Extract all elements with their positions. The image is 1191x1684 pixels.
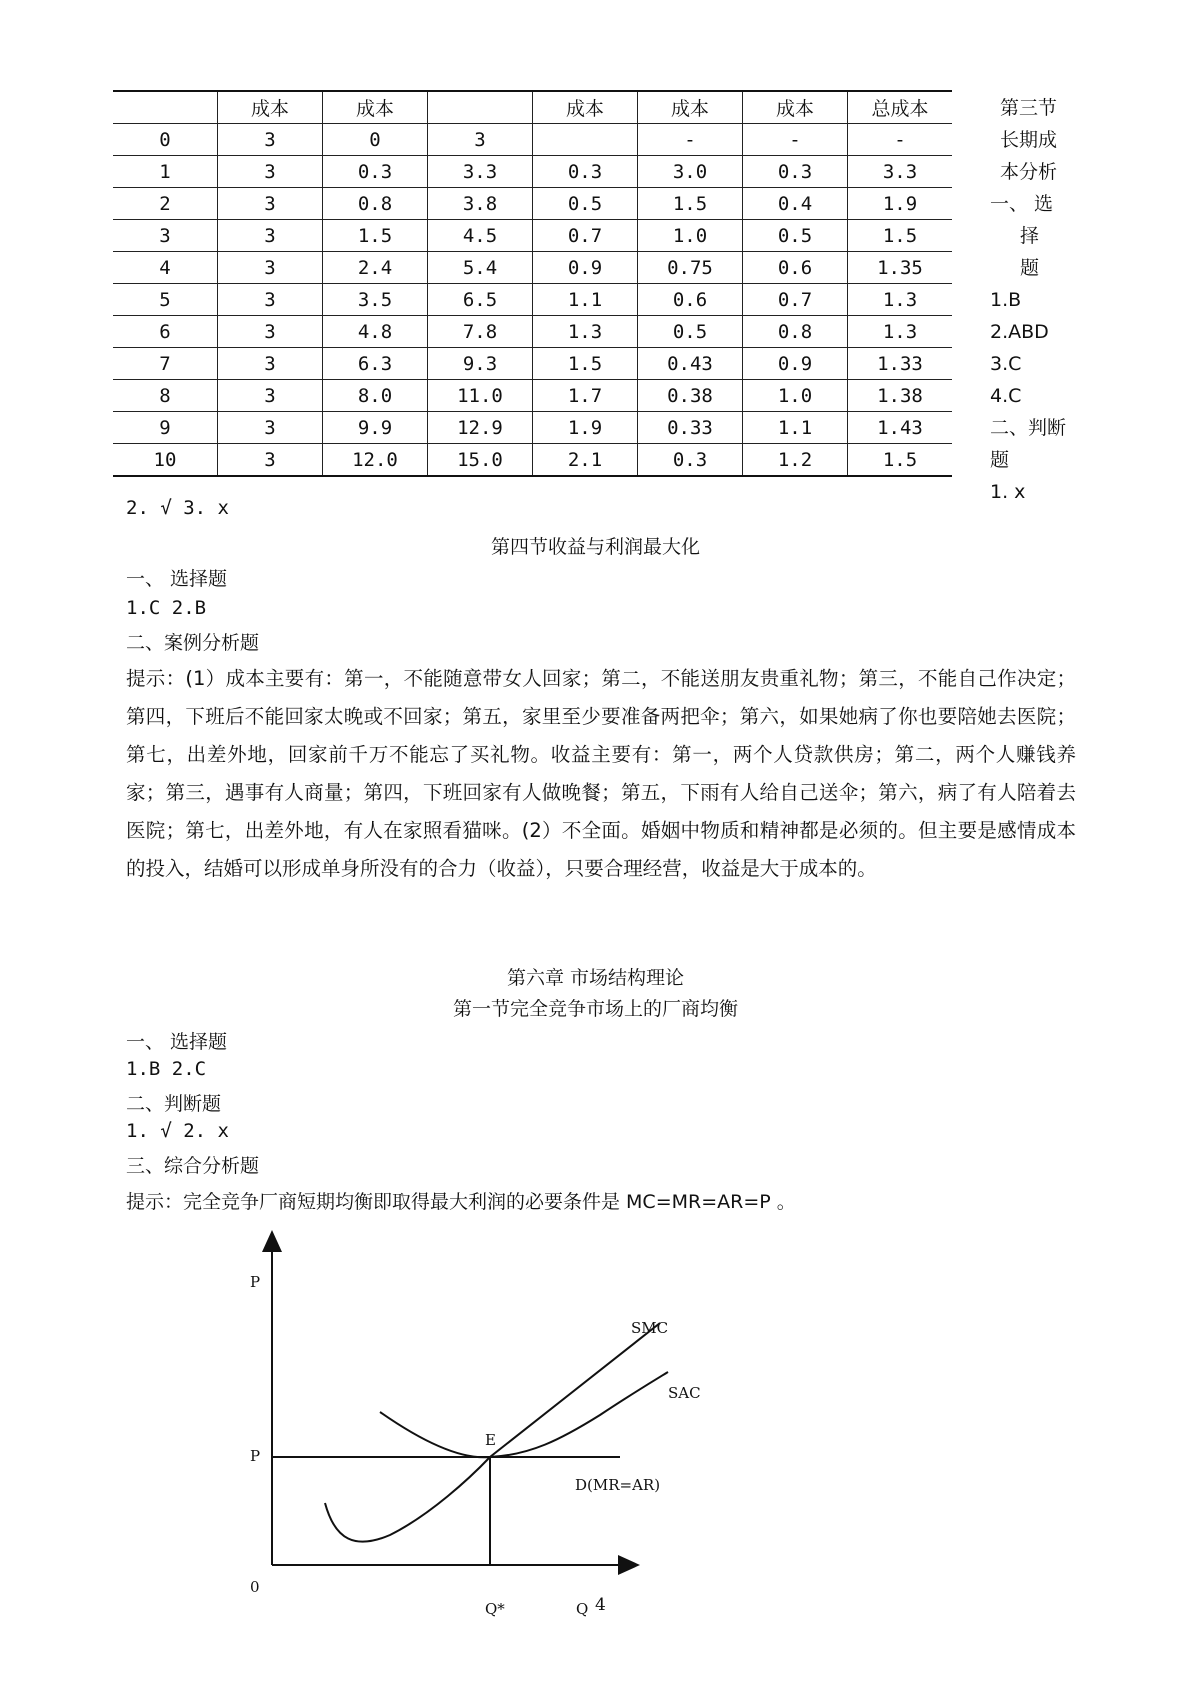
- table-cell: 0.7: [743, 284, 848, 316]
- header-cell: 成本: [533, 91, 638, 124]
- table-cell: 7: [113, 348, 218, 380]
- table-cell: 1.3: [533, 316, 638, 348]
- table-cell: 3: [218, 188, 323, 220]
- page-number: 4: [595, 1595, 606, 1615]
- table-cell: 9: [113, 412, 218, 444]
- table-cell: 3.0: [638, 156, 743, 188]
- choice-heading-2: 一、 选择题: [126, 1031, 228, 1053]
- table-cell: 1.5: [323, 220, 428, 252]
- side-note-line: 择: [1020, 225, 1040, 247]
- table-cell: 6.3: [323, 348, 428, 380]
- table-cell: 0.5: [533, 188, 638, 220]
- side-note-line: 长期成: [1000, 129, 1058, 151]
- table-cell: 7.8: [428, 316, 533, 348]
- table-cell: 3: [218, 252, 323, 284]
- table-cell: 3: [218, 156, 323, 188]
- table-cell: 0.3: [533, 156, 638, 188]
- table-cell: 0.75: [638, 252, 743, 284]
- table-cell: 6.5: [428, 284, 533, 316]
- choice-answers-2: 1.B 2.C: [126, 1058, 207, 1080]
- table-cell: 0.9: [743, 348, 848, 380]
- header-cell: 成本: [323, 91, 428, 124]
- table-cell: 0.3: [743, 156, 848, 188]
- table-cell: 1.5: [848, 444, 953, 477]
- table-cell: 0.4: [743, 188, 848, 220]
- analysis-hint: 提示：完全竞争厂商短期均衡即取得最大利润的必要条件是 MC=MR=AR=P 。: [126, 1191, 796, 1213]
- side-note-line: 一、 选: [990, 193, 1054, 215]
- side-note-line: 题: [1020, 257, 1040, 279]
- table-cell: 3: [218, 412, 323, 444]
- table-cell: 1.5: [638, 188, 743, 220]
- table-cell: -: [848, 124, 953, 156]
- table-cell: 1.9: [533, 412, 638, 444]
- side-note-line: 3.C: [990, 353, 1022, 375]
- table-cell: 4: [113, 252, 218, 284]
- judgement-heading: 二、判断题: [126, 1093, 222, 1115]
- table-cell: 1.7: [533, 380, 638, 412]
- table-cell: 2.1: [533, 444, 638, 477]
- table-cell: 1.1: [533, 284, 638, 316]
- header-cell: 总成本: [848, 91, 953, 124]
- qstar-label: Q*: [485, 1600, 505, 1618]
- header-cell: 成本: [638, 91, 743, 124]
- table-cell: 2.4: [323, 252, 428, 284]
- table-cell: 3: [218, 316, 323, 348]
- table-cell: 0.43: [638, 348, 743, 380]
- table-cell: 1.2: [743, 444, 848, 477]
- sac-label: SAC: [668, 1384, 701, 1402]
- table-cell: 1.5: [533, 348, 638, 380]
- table-cell: 3.8: [428, 188, 533, 220]
- origin-label: 0: [250, 1578, 260, 1596]
- table-cell: 1.9: [848, 188, 953, 220]
- table-cell: 3: [218, 444, 323, 477]
- table-cell: 0.9: [533, 252, 638, 284]
- table-cell: 0.6: [638, 284, 743, 316]
- equilibrium-label: E: [485, 1431, 496, 1449]
- side-note-line: 1.B: [990, 289, 1022, 311]
- table-cell: 1.33: [848, 348, 953, 380]
- table-cell: 0.7: [533, 220, 638, 252]
- table-cell: 15.0: [428, 444, 533, 477]
- table-cell: 5: [113, 284, 218, 316]
- side-note-line: 本分析: [1000, 161, 1058, 183]
- table-cell: 1.5: [848, 220, 953, 252]
- table-cell: 8: [113, 380, 218, 412]
- table-cell: 0.5: [638, 316, 743, 348]
- analysis-heading: 三、综合分析题: [126, 1155, 260, 1177]
- table-cell: 1.43: [848, 412, 953, 444]
- case-analysis-paragraph: 提示：(1）成本主要有：第一，不能随意带女人回家；第二，不能送朋友贵重礼物；第三，不能自己作决定；第四，下班后不能回家太晚或不回家；第五，家里至少要准备两把伞；第六，如果她病了你也要陪她去医院；第七，出差外地，回家前千万不能忘了买礼物。收益主要有：第一，两个人贷款供房；第二，两个人赚钱养家；第三，遇事有人商量；第四，下班回家有人做晚餐；第五，下雨有人给自己送伞；第六，病了有人陪着去医院；第七，出差外地，有人在家照看猫咪。(2）不全面。婚姻中物质和精神都是必须的。但主要是感情成本的投入，结婚可以形成单身所没有的合力（收益），只要合理经营，收益是大于成本的。: [126, 667, 1076, 880]
- table-cell: 12.9: [428, 412, 533, 444]
- table-cell: 9.9: [323, 412, 428, 444]
- table-cell: 4.5: [428, 220, 533, 252]
- table-cell: 1.38: [848, 380, 953, 412]
- chapter-title: 第六章 市场结构理论: [506, 967, 685, 989]
- header-cell: 成本: [218, 91, 323, 124]
- price-label: P: [250, 1447, 261, 1465]
- table-cell: 1.3: [848, 316, 953, 348]
- judgement-answers-continued: 2. √ 3. x: [126, 497, 229, 519]
- smc-label: SMC: [631, 1319, 669, 1337]
- table-cell: 3.3: [848, 156, 953, 188]
- side-note-line: 题: [990, 449, 1010, 471]
- section-title: 第四节收益与利润最大化: [490, 536, 700, 558]
- table-cell: -: [638, 124, 743, 156]
- x-axis-label: Q: [576, 1600, 589, 1618]
- side-note-line: 2.ABD: [990, 321, 1049, 343]
- table-cell: 3: [218, 220, 323, 252]
- table-cell: -: [743, 124, 848, 156]
- table-cell: 11.0: [428, 380, 533, 412]
- side-note-line: 1. x: [990, 481, 1026, 503]
- table-cell: 3.5: [323, 284, 428, 316]
- case-heading: 二、案例分析题: [126, 632, 260, 654]
- table-cell: 9.3: [428, 348, 533, 380]
- table-cell: 0: [113, 124, 218, 156]
- table-cell: 8.0: [323, 380, 428, 412]
- table-cell: 0.3: [638, 444, 743, 477]
- table-cell: 10: [113, 444, 218, 477]
- section-title-2: 第一节完全竞争市场上的厂商均衡: [452, 998, 738, 1020]
- table-cell: 0.8: [323, 188, 428, 220]
- table-cell: 6: [113, 316, 218, 348]
- table-cell: 3: [218, 284, 323, 316]
- side-note-line: 4.C: [990, 385, 1022, 407]
- table-cell: 1.35: [848, 252, 953, 284]
- y-axis-label: P: [250, 1273, 261, 1291]
- table-cell: 0.38: [638, 380, 743, 412]
- table-cell: 3: [218, 124, 323, 156]
- table-cell: 3: [218, 348, 323, 380]
- header-cell: 成本: [743, 91, 848, 124]
- demand-label: D(MR=AR): [575, 1476, 661, 1494]
- table-cell: 0.33: [638, 412, 743, 444]
- table-cell: 0.3: [323, 156, 428, 188]
- table-cell: 1.0: [638, 220, 743, 252]
- table-cell: 1.3: [848, 284, 953, 316]
- table-cell: 1.1: [743, 412, 848, 444]
- table-cell: 4.8: [323, 316, 428, 348]
- table-cell: 0: [323, 124, 428, 156]
- choice-heading: 一、 选择题: [126, 568, 228, 590]
- table-cell: 12.0: [323, 444, 428, 477]
- table-cell: 0.6: [743, 252, 848, 284]
- table-cell: 0.8: [743, 316, 848, 348]
- sac-curve: [380, 1372, 668, 1457]
- table-cell: 1.0: [743, 380, 848, 412]
- table-cell: 0.5: [743, 220, 848, 252]
- table-cell: 1: [113, 156, 218, 188]
- side-note-line: 第三节: [1000, 97, 1058, 119]
- table-cell: 2: [113, 188, 218, 220]
- side-note-line: 二、判断: [990, 417, 1067, 439]
- choice-answers: 1.C 2.B: [126, 597, 207, 619]
- table-cell: 5.4: [428, 252, 533, 284]
- table-cell: 3.3: [428, 156, 533, 188]
- table-cell: 3: [113, 220, 218, 252]
- table-cell: 3: [428, 124, 533, 156]
- table-cell: 3: [218, 380, 323, 412]
- judgement-answers: 1. √ 2. x: [126, 1120, 229, 1142]
